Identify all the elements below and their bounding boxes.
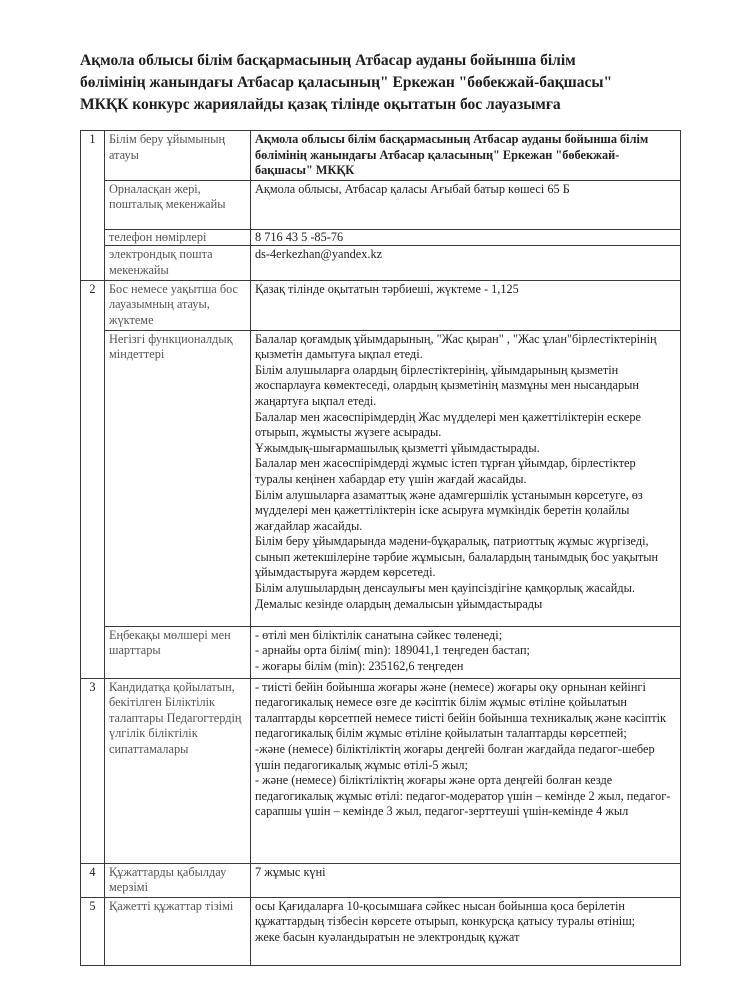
row-label: Құжаттарды қабылдау мерзімі (105, 863, 251, 897)
row-label: Негізгі функционалдық міндеттері (105, 330, 251, 626)
value-line: Балалар қоғамдық ұйымдарының, "Жас қыран" , "Жас ұлан"бірлестіктерінің қызметін дамытуға ықпал етеді. (255, 331, 657, 362)
row-value (251, 246, 681, 280)
value-line: Білім беру ұйымдарында мәдени-бұқаралық, патриоттық жұмыс жүргізеді, сынып жетекшілеріне тәрбие жұмысын, балалардың танымдық бос уақытын ұйымдастыруға жәрдем көрсетеді. (255, 534, 659, 580)
row-value (251, 678, 681, 863)
value-line: Балалар мен жасөспірімдердің Жас мүдделері мен қажеттіліктерін ескере отырып, жұмысты жүзеге асырады. (255, 409, 641, 440)
row-label: Кандидатқа қойылатын, бекітілген Біліктілік талаптары Педагогтердің үлгілік біліктілік сипаттамалары (105, 678, 251, 863)
value-line: Білім алушыларға азаматтық және адамгершілік ұстанымын көрсетуге, өз мүдделері мен қажеттіліктерін іске асыруға мүмкіндік беретін қолайлы жағдайлар жасайды. (255, 487, 643, 533)
table-row (81, 131, 681, 181)
row-value (251, 131, 681, 181)
table-row (81, 180, 681, 229)
table-row (81, 626, 681, 678)
value-line: Ақмола облысы білім басқармасының Атбасар ауданы бойынша білім бөлімінің жанындағы Атбасар қаласының" Еркежан "бөбекжай-бақшасы" МКҚК (255, 132, 649, 178)
value-line: -және (немесе) біліктіліктің жоғары деңгейі болған жағдайда педагог-шебер үшін педагогикалық жұмыс өтілі-5 жыл; (255, 741, 655, 772)
value-line: 7 жұмыс күні (255, 864, 326, 879)
value-line: ds-4erkezhan@yandex.kz (255, 247, 383, 262)
value-line: 8 716 43 5 -85-76 (255, 229, 344, 244)
title-line: Ақмола облысы білім басқармасының Атбасар ауданы бойынша білім (80, 52, 576, 69)
row-label: электрондық пошта мекенжайы (105, 246, 251, 280)
value-line: - жоғары білім (min): 235162,6 теңгеден (255, 658, 464, 673)
row-label: Бос немесе уақытша бос лауазымның атауы, жүктеме (105, 280, 251, 330)
row-value (251, 229, 681, 246)
table-row (81, 229, 681, 246)
section-number: 5 (81, 897, 105, 965)
section-number: 4 (81, 863, 105, 897)
value-line: - арнайы орта білім( min): 189041,1 теңгеден бастап; (255, 643, 530, 658)
title-line: МКҚК конкурс жариялайды қазақ тілінде оқытатын бос лауазымға (80, 96, 561, 113)
row-label: Орналасқан жері, пошталық мекенжайы (105, 180, 251, 229)
row-value (251, 897, 681, 965)
title-line: бөлімінің жанындағы Атбасар қаласының" Еркежан "бөбекжай-бақшасы" (80, 74, 613, 91)
document-title (80, 50, 680, 116)
value-line: Ұжымдық-шығармашылық қызметті ұйымдастырады. (255, 440, 540, 455)
value-line: Қазақ тілінде оқытатын тәрбиеші, жүктеме - 1,125 (255, 281, 519, 296)
row-label: Қажетті құжаттар тізімі (105, 897, 251, 965)
value-line: Балалар мен жасөспірімдерді жұмыс істеп тұрған ұйымдар, бірлестіктер туралы кеңінен хабардар ету үшін жағдай жасайды. (255, 456, 636, 486)
section-number: 3 (81, 678, 105, 863)
value-line: осы Қағидаларға 10-қосымшаға сәйкес нысан бойынша қоса берілетін құжаттардың тізбесін көрсете отырып, конкурсқа қатысу туралы өтініш; (255, 898, 636, 929)
section-number: 2 (81, 280, 105, 678)
value-line: Ақмола облысы, Атбасар қаласы Ағыбай батыр көшесі 65 Б (255, 181, 570, 196)
table-row (81, 678, 681, 863)
row-label: Білім беру ұйымының атауы (105, 131, 251, 181)
row-value (251, 330, 681, 626)
value-line: - тиісті бейін бойынша жоғары және (немесе) жоғары оқу орнынан кейінгі педагогикалық немесе өзге де кәсіптік білім жұмыс өтіліне қойылатын талаптарды көрсетпей немесе тиісті бейін бойынша техникалық және кәсіптік педагогикалық білім жұмыс өтіліне қойылатын талаптарды көрсетпей; (255, 679, 667, 741)
table-row (81, 280, 681, 330)
value-line: - өтілі мен біліктілік санатына сәйкес төленеді; (255, 627, 503, 642)
vacancy-table (80, 130, 681, 966)
section-number: 1 (81, 131, 105, 281)
table-row (81, 897, 681, 965)
table-row (81, 330, 681, 626)
value-line: Білім алушыларға олардың бірлестіктерінің, ұйымдарының қызметін жоспарлауға көмектеседі, олардың қызметінің мазмұны мен нысандарын жаңартуға ықпал етеді. (255, 362, 639, 408)
value-line: - және (немесе) біліктіліктің жоғары және орта деңгейі болған кезде педагогикалық жұмыс өтілі: педагог-модератор үшін – кемінде 2 жыл, педагог-сарапшы үшін – кемінде 3 жыл, педагог-зерттеуші үшін-кемінде 4 жыл (255, 773, 671, 819)
row-value (251, 180, 681, 229)
table-row (81, 246, 681, 280)
row-label: Еңбекақы мөлшері мен шарттары (105, 626, 251, 678)
value-line: жеке басын куәландыратын не электрондық құжат (255, 929, 520, 944)
row-value (251, 626, 681, 678)
table-row (81, 863, 681, 897)
value-line: Білім алушылардың денсаулығы мен қауіпсіздігіне қамқорлық жасайды. Демалыс кезінде олардың демалысын ұйымдастырады (255, 581, 635, 611)
row-value (251, 863, 681, 897)
row-value (251, 280, 681, 330)
row-label: телефон нөмірлері (105, 229, 251, 246)
